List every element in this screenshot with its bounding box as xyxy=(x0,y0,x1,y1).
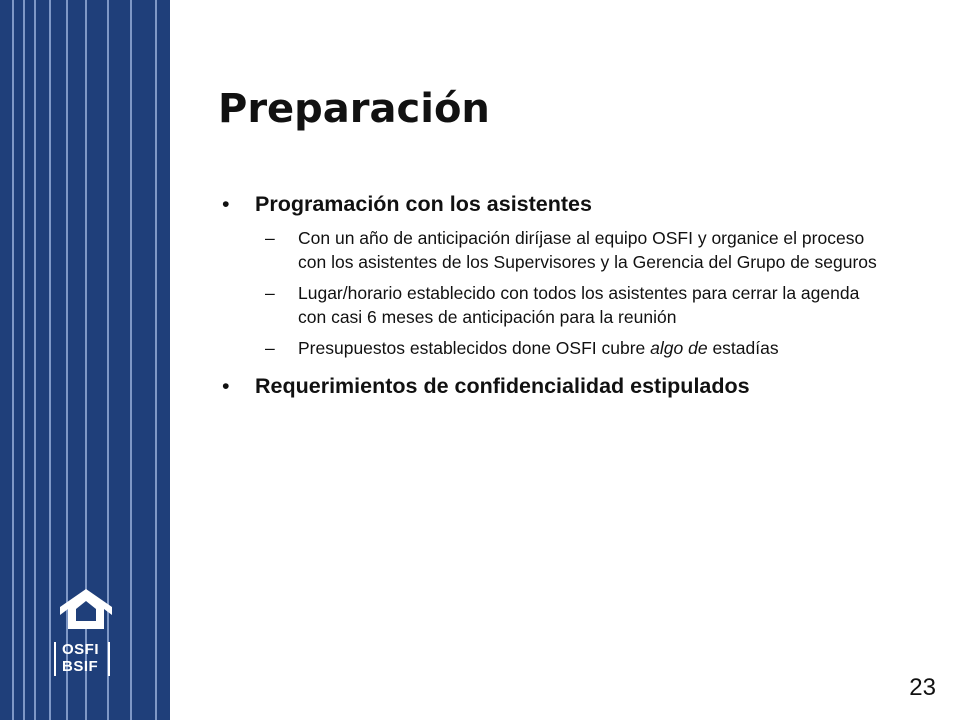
bullet-text: Programación con los asistentes xyxy=(255,192,592,216)
osfi-logo xyxy=(46,585,126,685)
bullet-item xyxy=(218,190,918,218)
logo-divider xyxy=(54,642,56,676)
sub-item xyxy=(218,226,878,274)
logo-line-osfi: OSFI xyxy=(62,641,100,658)
bullet-item xyxy=(218,372,918,400)
sub-text-before: Presupuestos establecidos done OSFI cubre xyxy=(298,338,651,358)
page-number: 23 xyxy=(909,674,936,701)
sidebar-stripe xyxy=(12,0,14,720)
logo-text xyxy=(62,641,99,675)
slide-content xyxy=(218,190,918,400)
sub-text-after: estadías xyxy=(707,338,779,358)
sub-list xyxy=(218,226,918,360)
sidebar xyxy=(0,0,170,720)
bullet-text: Requerimientos de confidencialidad estipulados xyxy=(255,374,750,398)
sidebar-stripe xyxy=(155,0,157,720)
sub-marker: – xyxy=(265,228,275,248)
logo-line-bsif: BSIF xyxy=(62,658,99,675)
logo-divider xyxy=(108,642,110,676)
bullet-marker: • xyxy=(222,374,230,398)
sidebar-stripe xyxy=(23,0,25,720)
slide-title: Preparación xyxy=(218,86,490,132)
sub-marker: – xyxy=(265,283,275,303)
sub-item xyxy=(218,281,878,329)
sub-text-italic: algo de xyxy=(650,338,708,358)
sub-text: Lugar/horario establecido con todos los asistentes para cerrar la agenda con casi 6 meses de anticipación para la reunión xyxy=(298,283,860,327)
sub-item xyxy=(218,336,878,360)
sub-text: Con un año de anticipación diríjase al equipo OSFI y organice el proceso con los asistentes de los Supervisores y la Gerencia del Grupo de seguros xyxy=(298,228,877,272)
sub-marker: – xyxy=(265,338,275,358)
sidebar-stripe xyxy=(34,0,36,720)
sidebar-stripe xyxy=(130,0,132,720)
bullet-marker: • xyxy=(222,192,230,216)
osfi-house-icon xyxy=(46,585,126,635)
